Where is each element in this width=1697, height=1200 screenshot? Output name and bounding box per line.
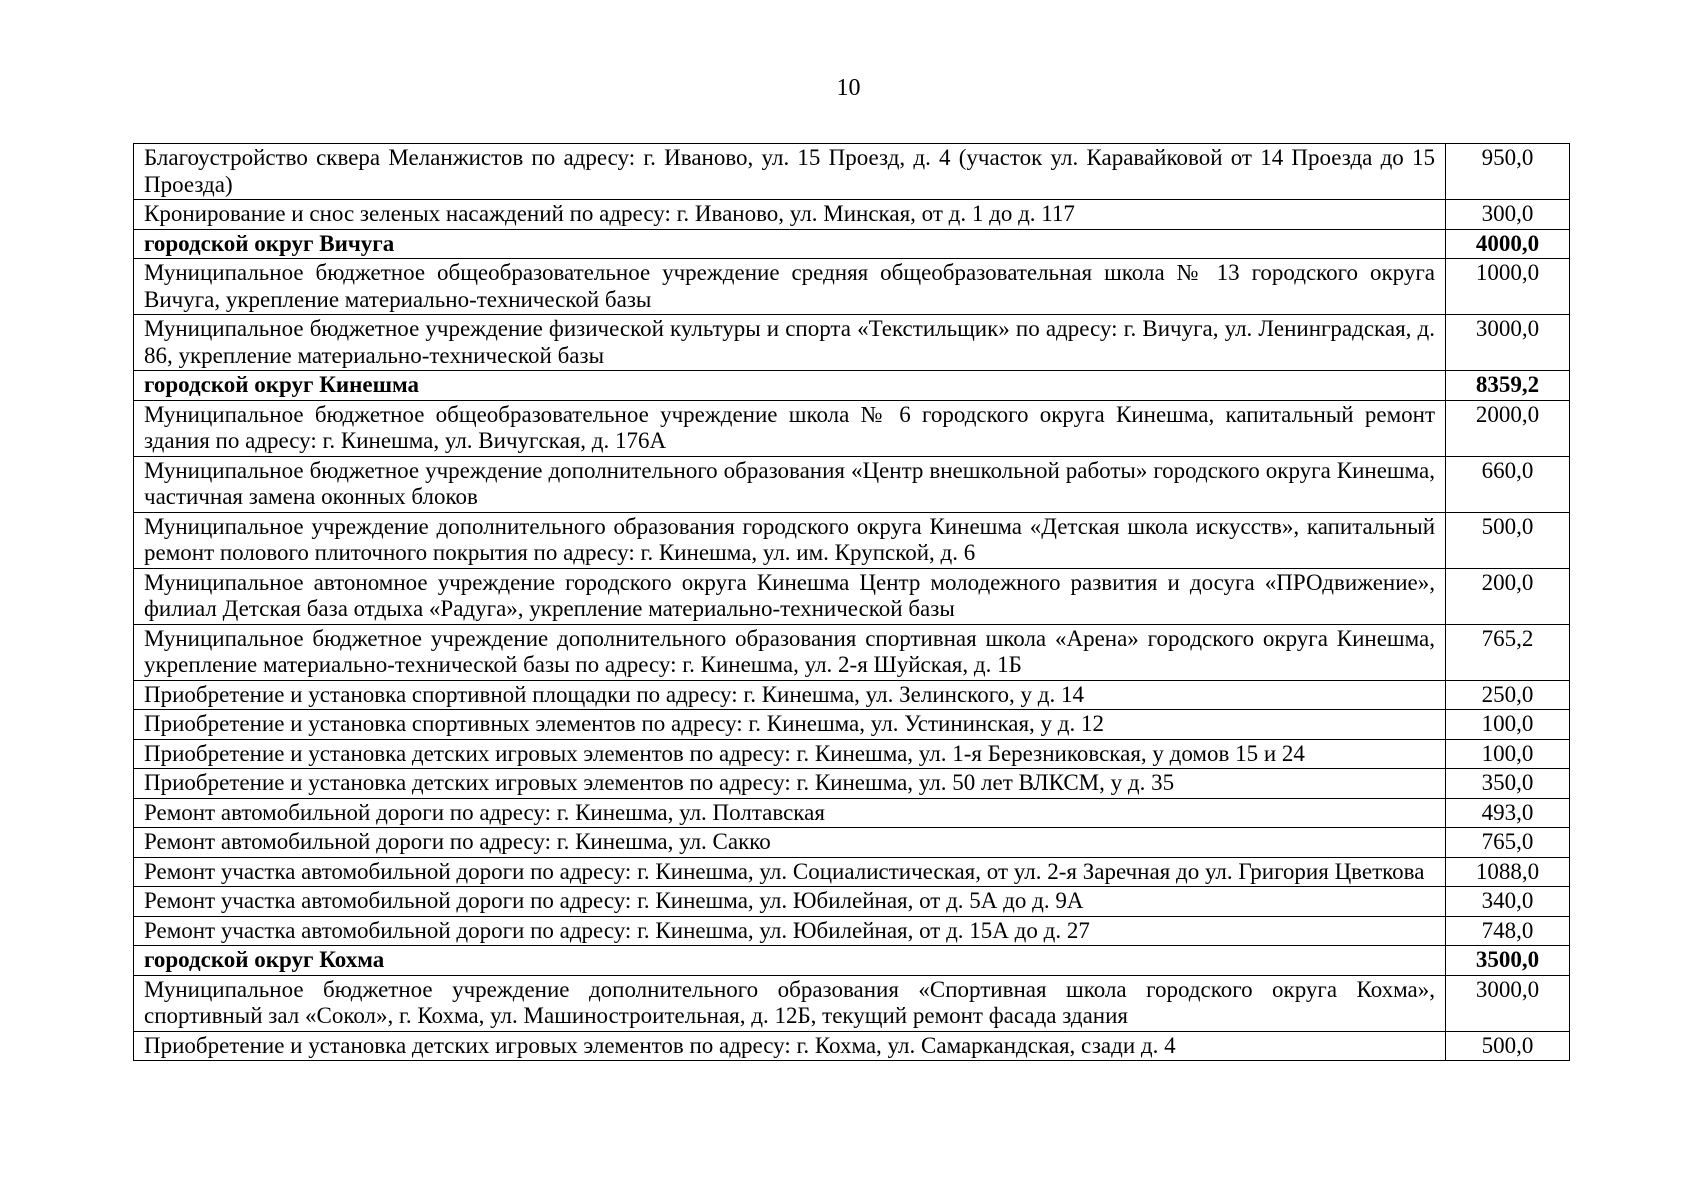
amount-cell: 765,0 [1446,828,1570,858]
description-cell: Ремонт участка автомобильной дороги по адресу: г. Кинешма, ул. Юбилейная, от д. 15А до д. 27 [134,916,1446,946]
table-row [134,512,1570,568]
amount-cell: 2000,0 [1446,400,1570,456]
amount-cell: 340,0 [1446,887,1570,917]
amount-cell: 500,0 [1446,1031,1570,1061]
description-cell: Приобретение и установка спортивных элементов по адресу: г. Кинешма, ул. Устининская, у д. 12 [134,710,1446,740]
amount-cell: 350,0 [1446,769,1570,799]
amount-cell: 3000,0 [1446,315,1570,371]
group-total-cell: 4000,0 [1446,229,1570,259]
description-cell: Муниципальное бюджетное учреждение дополнительного образования «Центр внешкольной работы» городского округа Кинешма, частичная замена оконных блоков [134,456,1446,512]
page-number: 10 [836,75,861,101]
table-row [134,400,1570,456]
amount-cell: 765,2 [1446,624,1570,680]
table-row [134,798,1570,828]
amount-cell: 500,0 [1446,512,1570,568]
table-row [134,568,1570,624]
group-name-cell: городской округ Кинешма [134,371,1446,401]
amount-cell: 1000,0 [1446,259,1570,315]
amount-cell: 250,0 [1446,680,1570,710]
description-cell: Муниципальное бюджетное учреждение дополнительного образования «Спортивная школа городского округа Кохма», спортивный зал «Сокол», г. Кохма, ул. Машиностроительная, д. 12Б, текущий ремонт фасада здания [134,975,1446,1031]
description-cell: Муниципальное бюджетное общеобразовательное учреждение школа № 6 городского округа Кинешма, капитальный ремонт здания по адресу: г. Кинешма, ул. Вичугская, д. 176А [134,400,1446,456]
description-cell: Ремонт автомобильной дороги по адресу: г. Кинешма, ул. Полтавская [134,798,1446,828]
description-cell: Муниципальное учреждение дополнительного образования городского округа Кинешма «Детская школа искусств», капитальный ремонт полового плиточного покрытия по адресу: г. Кинешма, ул. им. Крупской, д. 6 [134,512,1446,568]
budget-table [133,143,1570,1061]
description-cell: Кронирование и снос зеленых насаждений по адресу: г. Иваново, ул. Минская, от д. 1 до д. 117 [134,200,1446,230]
table-row [134,857,1570,887]
table-row [134,680,1570,710]
description-cell: Муниципальное автономное учреждение городского округа Кинешма Центр молодежного развития и досуга «ПРОдвижение», филиал Детская база отдыха «Радуга», укрепление материально-технической базы [134,568,1446,624]
description-cell: Приобретение и установка детских игровых элементов по адресу: г. Кинешма, ул. 1-я Березниковская, у домов 15 и 24 [134,739,1446,769]
amount-cell: 660,0 [1446,456,1570,512]
table-row [134,828,1570,858]
table-row [134,144,1570,200]
group-header-row [134,371,1570,401]
table-row [134,259,1570,315]
amount-cell: 493,0 [1446,798,1570,828]
group-name-cell: городской округ Кохма [134,946,1446,976]
description-cell: Благоустройство сквера Меланжистов по адресу: г. Иваново, ул. 15 Проезд, д. 4 (участок ул. Каравайковой от 14 Проезда до 15 Проезда) [134,144,1446,200]
table-row [134,315,1570,371]
group-total-cell: 3500,0 [1446,946,1570,976]
amount-cell: 1088,0 [1446,857,1570,887]
group-header-row [134,946,1570,976]
description-cell: Приобретение и установка детских игровых элементов по адресу: г. Кохма, ул. Самаркандская, сзади д. 4 [134,1031,1446,1061]
table-row [134,916,1570,946]
amount-cell: 748,0 [1446,916,1570,946]
amount-cell: 200,0 [1446,568,1570,624]
group-name-cell: городской округ Вичуга [134,229,1446,259]
description-cell: Ремонт участка автомобильной дороги по адресу: г. Кинешма, ул. Юбилейная, от д. 5А до д. 9А [134,887,1446,917]
table-row [134,710,1570,740]
description-cell: Ремонт автомобильной дороги по адресу: г. Кинешма, ул. Сакко [134,828,1446,858]
amount-cell: 100,0 [1446,710,1570,740]
table-row [134,1031,1570,1061]
table-row [134,769,1570,799]
table-row [134,975,1570,1031]
amount-cell: 950,0 [1446,144,1570,200]
table-row [134,200,1570,230]
amount-cell: 100,0 [1446,739,1570,769]
amount-cell: 300,0 [1446,200,1570,230]
table-row [134,887,1570,917]
table-body [134,144,1570,1061]
description-cell: Муниципальное бюджетное учреждение физической культуры и спорта «Текстильщик» по адресу: г. Вичуга, ул. Ленинградская, д. 86, укрепление материально-технической базы [134,315,1446,371]
table-row [134,456,1570,512]
table-row [134,624,1570,680]
table-row [134,739,1570,769]
amount-cell: 3000,0 [1446,975,1570,1031]
group-header-row [134,229,1570,259]
description-cell: Приобретение и установка детских игровых элементов по адресу: г. Кинешма, ул. 50 лет ВЛКСМ, у д. 35 [134,769,1446,799]
group-total-cell: 8359,2 [1446,371,1570,401]
description-cell: Муниципальное бюджетное общеобразовательное учреждение средняя общеобразовательная школа № 13 городского округа Вичуга, укрепление материально-технической базы [134,259,1446,315]
description-cell: Приобретение и установка спортивной площадки по адресу: г. Кинешма, ул. Зелинского, у д. 14 [134,680,1446,710]
description-cell: Муниципальное бюджетное учреждение дополнительного образования спортивная школа «Арена» городского округа Кинешма, укрепление материально-технической базы по адресу: г. Кинешма, ул. 2-я Шуйская, д. 1Б [134,624,1446,680]
description-cell: Ремонт участка автомобильной дороги по адресу: г. Кинешма, ул. Социалистическая, от ул. 2-я Заречная до ул. Григория Цветкова [134,857,1446,887]
